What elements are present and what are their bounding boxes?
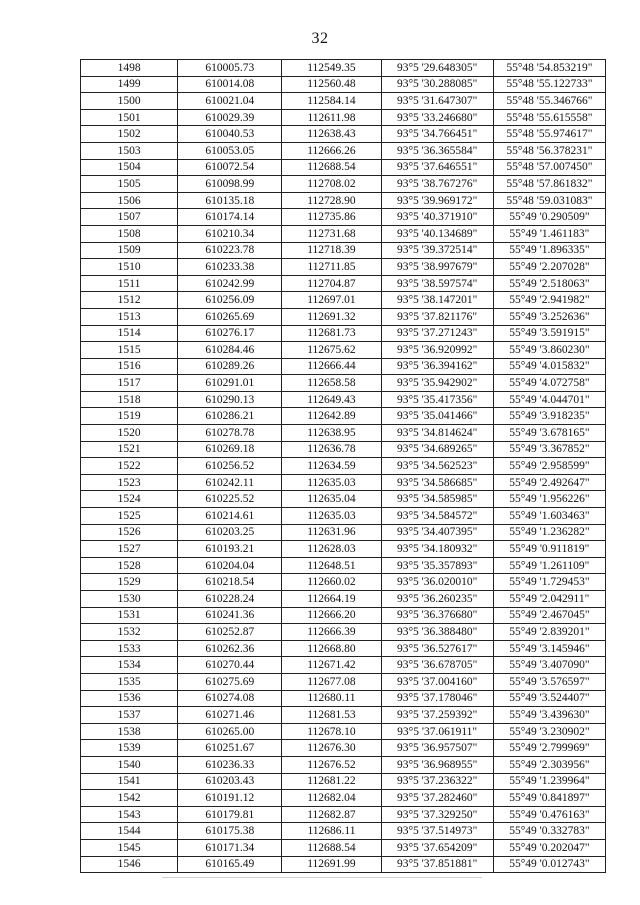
y-coordinate-cell: 112642.89	[282, 408, 381, 425]
x-coordinate-cell: 610072.54	[178, 159, 282, 176]
longitude-cell: 93°5 '36.388480"	[381, 624, 493, 641]
longitude-cell: 93°5 '34.562523"	[381, 458, 493, 475]
point-number-cell: 1543	[81, 806, 178, 823]
latitude-cell: 55°49 '2.492647"	[493, 474, 605, 491]
x-coordinate-cell: 610290.13	[178, 391, 282, 408]
x-coordinate-cell: 610256.09	[178, 292, 282, 309]
x-coordinate-cell: 610276.17	[178, 325, 282, 342]
x-coordinate-cell: 610098.99	[178, 176, 282, 193]
point-number-cell: 1537	[81, 707, 178, 724]
latitude-cell: 55°49 '3.230902"	[493, 723, 605, 740]
latitude-cell: 55°48 '55.974617"	[493, 126, 605, 143]
latitude-cell: 55°49 '0.202047"	[493, 839, 605, 856]
table-row	[81, 342, 606, 359]
table-row	[81, 126, 606, 143]
longitude-cell: 93°5 '36.394162"	[381, 358, 493, 375]
y-coordinate-cell: 112666.44	[282, 358, 381, 375]
point-number-cell: 1532	[81, 624, 178, 641]
longitude-cell: 93°5 '38.147201"	[381, 292, 493, 309]
y-coordinate-cell: 112628.03	[282, 541, 381, 558]
y-coordinate-cell: 112708.02	[282, 176, 381, 193]
table-row	[81, 673, 606, 690]
latitude-cell: 55°49 '1.236282"	[493, 524, 605, 541]
point-number-cell: 1546	[81, 856, 178, 873]
longitude-cell: 93°5 '38.597574"	[381, 275, 493, 292]
table-row	[81, 640, 606, 657]
longitude-cell: 93°5 '37.821176"	[381, 308, 493, 325]
longitude-cell: 93°5 '35.041466"	[381, 408, 493, 425]
table-row	[81, 806, 606, 823]
point-number-cell: 1521	[81, 441, 178, 458]
y-coordinate-cell: 112638.43	[282, 126, 381, 143]
table-row	[81, 358, 606, 375]
x-coordinate-cell: 610014.08	[178, 76, 282, 93]
x-coordinate-cell: 610252.87	[178, 624, 282, 641]
point-number-cell: 1522	[81, 458, 178, 475]
point-number-cell: 1542	[81, 790, 178, 807]
y-coordinate-cell: 112660.02	[282, 574, 381, 591]
point-number-cell: 1511	[81, 275, 178, 292]
y-coordinate-cell: 112636.78	[282, 441, 381, 458]
point-number-cell: 1509	[81, 242, 178, 259]
latitude-cell: 55°49 '0.290509"	[493, 209, 605, 226]
longitude-cell: 93°5 '37.851881"	[381, 856, 493, 873]
table-row	[81, 491, 606, 508]
table-row	[81, 657, 606, 674]
latitude-cell: 55°49 '3.918235"	[493, 408, 605, 425]
table-row	[81, 275, 606, 292]
point-number-cell: 1539	[81, 740, 178, 757]
point-number-cell: 1541	[81, 773, 178, 790]
x-coordinate-cell: 610225.52	[178, 491, 282, 508]
y-coordinate-cell: 112666.39	[282, 624, 381, 641]
y-coordinate-cell: 112704.87	[282, 275, 381, 292]
x-coordinate-cell: 610228.24	[178, 591, 282, 608]
x-coordinate-cell: 610269.18	[178, 441, 282, 458]
table-row	[81, 790, 606, 807]
y-coordinate-cell: 112718.39	[282, 242, 381, 259]
table-row	[81, 541, 606, 558]
y-coordinate-cell: 112664.19	[282, 591, 381, 608]
longitude-cell: 93°5 '37.004160"	[381, 673, 493, 690]
longitude-cell: 93°5 '39.969172"	[381, 192, 493, 209]
point-number-cell: 1524	[81, 491, 178, 508]
table-row	[81, 524, 606, 541]
point-number-cell: 1534	[81, 657, 178, 674]
longitude-cell: 93°5 '37.282460"	[381, 790, 493, 807]
point-number-cell: 1540	[81, 756, 178, 773]
table-row	[81, 375, 606, 392]
latitude-cell: 55°49 '3.860230"	[493, 342, 605, 359]
longitude-cell: 93°5 '34.585985"	[381, 491, 493, 508]
table-row	[81, 93, 606, 110]
longitude-cell: 93°5 '37.061911"	[381, 723, 493, 740]
longitude-cell: 93°5 '37.271243"	[381, 325, 493, 342]
point-number-cell: 1505	[81, 176, 178, 193]
point-number-cell: 1504	[81, 159, 178, 176]
longitude-cell: 93°5 '36.020010"	[381, 574, 493, 591]
longitude-cell: 93°5 '30.288085"	[381, 76, 493, 93]
table-row	[81, 690, 606, 707]
latitude-cell: 55°48 '55.346766"	[493, 93, 605, 110]
longitude-cell: 93°5 '37.646551"	[381, 159, 493, 176]
longitude-cell: 93°5 '35.417356"	[381, 391, 493, 408]
point-number-cell: 1512	[81, 292, 178, 309]
y-coordinate-cell: 112682.87	[282, 806, 381, 823]
y-coordinate-cell: 112681.73	[282, 325, 381, 342]
latitude-cell: 55°49 '2.207028"	[493, 259, 605, 276]
latitude-cell: 55°49 '4.044701"	[493, 391, 605, 408]
point-number-cell: 1536	[81, 690, 178, 707]
latitude-cell: 55°49 '3.576597"	[493, 673, 605, 690]
x-coordinate-cell: 610214.61	[178, 508, 282, 525]
y-coordinate-cell: 112691.99	[282, 856, 381, 873]
point-number-cell: 1519	[81, 408, 178, 425]
point-number-cell: 1499	[81, 76, 178, 93]
x-coordinate-cell: 610203.43	[178, 773, 282, 790]
longitude-cell: 93°5 '37.514973"	[381, 823, 493, 840]
x-coordinate-cell: 610251.67	[178, 740, 282, 757]
table-row	[81, 591, 606, 608]
x-coordinate-cell: 610029.39	[178, 109, 282, 126]
latitude-cell: 55°49 '0.841897"	[493, 790, 605, 807]
coordinates-table	[80, 59, 606, 873]
latitude-cell: 55°49 '4.015832"	[493, 358, 605, 375]
longitude-cell: 93°5 '36.260235"	[381, 591, 493, 608]
x-coordinate-cell: 610165.49	[178, 856, 282, 873]
table-row	[81, 740, 606, 757]
x-coordinate-cell: 610204.04	[178, 557, 282, 574]
point-number-cell: 1518	[81, 391, 178, 408]
latitude-cell: 55°48 '59.031083"	[493, 192, 605, 209]
y-coordinate-cell: 112682.04	[282, 790, 381, 807]
table-row	[81, 607, 606, 624]
y-coordinate-cell: 112549.35	[282, 60, 381, 77]
point-number-cell: 1538	[81, 723, 178, 740]
point-number-cell: 1514	[81, 325, 178, 342]
longitude-cell: 93°5 '40.371910"	[381, 209, 493, 226]
point-number-cell: 1544	[81, 823, 178, 840]
y-coordinate-cell: 112681.53	[282, 707, 381, 724]
latitude-cell: 55°49 '2.467045"	[493, 607, 605, 624]
y-coordinate-cell: 112686.11	[282, 823, 381, 840]
point-number-cell: 1526	[81, 524, 178, 541]
latitude-cell: 55°49 '1.729453"	[493, 574, 605, 591]
x-coordinate-cell: 610218.54	[178, 574, 282, 591]
latitude-cell: 55°49 '3.145946"	[493, 640, 605, 657]
longitude-cell: 93°5 '36.365584"	[381, 142, 493, 159]
x-coordinate-cell: 610191.12	[178, 790, 282, 807]
longitude-cell: 93°5 '33.246680"	[381, 109, 493, 126]
latitude-cell: 55°49 '3.591915"	[493, 325, 605, 342]
latitude-cell: 55°49 '2.518063"	[493, 275, 605, 292]
latitude-cell: 55°49 '0.476163"	[493, 806, 605, 823]
x-coordinate-cell: 610005.73	[178, 60, 282, 77]
longitude-cell: 93°5 '37.236322"	[381, 773, 493, 790]
latitude-cell: 55°49 '1.956226"	[493, 491, 605, 508]
latitude-cell: 55°48 '57.007450"	[493, 159, 605, 176]
x-coordinate-cell: 610175.38	[178, 823, 282, 840]
longitude-cell: 93°5 '38.767276"	[381, 176, 493, 193]
latitude-cell: 55°48 '55.122733"	[493, 76, 605, 93]
point-number-cell: 1523	[81, 474, 178, 491]
longitude-cell: 93°5 '34.180932"	[381, 541, 493, 558]
longitude-cell: 93°5 '36.957507"	[381, 740, 493, 757]
table-row	[81, 176, 606, 193]
table-row	[81, 823, 606, 840]
x-coordinate-cell: 610021.04	[178, 93, 282, 110]
point-number-cell: 1528	[81, 557, 178, 574]
x-coordinate-cell: 610286.21	[178, 408, 282, 425]
point-number-cell: 1520	[81, 425, 178, 442]
latitude-cell: 55°49 '2.941982"	[493, 292, 605, 309]
point-number-cell: 1530	[81, 591, 178, 608]
table-row	[81, 292, 606, 309]
point-number-cell: 1531	[81, 607, 178, 624]
x-coordinate-cell: 610242.99	[178, 275, 282, 292]
latitude-cell: 55°49 '1.239964"	[493, 773, 605, 790]
table-row	[81, 756, 606, 773]
y-coordinate-cell: 112648.51	[282, 557, 381, 574]
y-coordinate-cell: 112675.62	[282, 342, 381, 359]
latitude-cell: 55°49 '2.303956"	[493, 756, 605, 773]
point-number-cell: 1545	[81, 839, 178, 856]
point-number-cell: 1508	[81, 225, 178, 242]
y-coordinate-cell: 112634.59	[282, 458, 381, 475]
table-row	[81, 856, 606, 873]
longitude-cell: 93°5 '29.648305"	[381, 60, 493, 77]
table-row	[81, 508, 606, 525]
latitude-cell: 55°49 '1.603463"	[493, 508, 605, 525]
longitude-cell: 93°5 '34.407395"	[381, 524, 493, 541]
y-coordinate-cell: 112697.01	[282, 292, 381, 309]
table-row	[81, 474, 606, 491]
longitude-cell: 93°5 '34.689265"	[381, 441, 493, 458]
y-coordinate-cell: 112666.26	[282, 142, 381, 159]
latitude-cell: 55°49 '0.332783"	[493, 823, 605, 840]
x-coordinate-cell: 610262.36	[178, 640, 282, 657]
longitude-cell: 93°5 '34.586685"	[381, 474, 493, 491]
longitude-cell: 93°5 '35.942902"	[381, 375, 493, 392]
table-row	[81, 225, 606, 242]
latitude-cell: 55°49 '3.367852"	[493, 441, 605, 458]
latitude-cell: 55°48 '54.853219"	[493, 60, 605, 77]
y-coordinate-cell: 112677.08	[282, 673, 381, 690]
point-number-cell: 1516	[81, 358, 178, 375]
table-row	[81, 839, 606, 856]
longitude-cell: 93°5 '36.678705"	[381, 657, 493, 674]
table-row	[81, 391, 606, 408]
table-row	[81, 159, 606, 176]
latitude-cell: 55°48 '57.861832"	[493, 176, 605, 193]
table-row	[81, 557, 606, 574]
y-coordinate-cell: 112680.11	[282, 690, 381, 707]
longitude-cell: 93°5 '36.920992"	[381, 342, 493, 359]
latitude-cell: 55°49 '1.261109"	[493, 557, 605, 574]
y-coordinate-cell: 112691.32	[282, 308, 381, 325]
table-row	[81, 242, 606, 259]
x-coordinate-cell: 610265.69	[178, 308, 282, 325]
point-number-cell: 1498	[81, 60, 178, 77]
x-coordinate-cell: 610291.01	[178, 375, 282, 392]
page-number: 32	[311, 30, 329, 47]
table-row	[81, 209, 606, 226]
point-number-cell: 1503	[81, 142, 178, 159]
latitude-cell: 55°49 '3.407090"	[493, 657, 605, 674]
x-coordinate-cell: 610284.46	[178, 342, 282, 359]
latitude-cell: 55°49 '3.678165"	[493, 425, 605, 442]
latitude-cell: 55°49 '0.911819"	[493, 541, 605, 558]
y-coordinate-cell: 112711.85	[282, 259, 381, 276]
longitude-cell: 93°5 '34.584572"	[381, 508, 493, 525]
latitude-cell: 55°48 '55.615558"	[493, 109, 605, 126]
x-coordinate-cell: 610193.21	[178, 541, 282, 558]
longitude-cell: 93°5 '40.134689"	[381, 225, 493, 242]
longitude-cell: 93°5 '36.527617"	[381, 640, 493, 657]
x-coordinate-cell: 610289.26	[178, 358, 282, 375]
point-number-cell: 1529	[81, 574, 178, 591]
point-number-cell: 1525	[81, 508, 178, 525]
x-coordinate-cell: 610278.78	[178, 425, 282, 442]
latitude-cell: 55°49 '3.439630"	[493, 707, 605, 724]
y-coordinate-cell: 112668.80	[282, 640, 381, 657]
x-coordinate-cell: 610135.18	[178, 192, 282, 209]
bottom-rule	[162, 877, 482, 878]
x-coordinate-cell: 610242.11	[178, 474, 282, 491]
longitude-cell: 93°5 '37.259392"	[381, 707, 493, 724]
latitude-cell: 55°49 '4.072758"	[493, 375, 605, 392]
y-coordinate-cell: 112678.10	[282, 723, 381, 740]
longitude-cell: 93°5 '36.376680"	[381, 607, 493, 624]
x-coordinate-cell: 610174.14	[178, 209, 282, 226]
point-number-cell: 1517	[81, 375, 178, 392]
table-row	[81, 458, 606, 475]
table-row	[81, 707, 606, 724]
table-row	[81, 259, 606, 276]
point-number-cell: 1502	[81, 126, 178, 143]
table-row	[81, 425, 606, 442]
longitude-cell: 93°5 '37.654209"	[381, 839, 493, 856]
y-coordinate-cell: 112676.30	[282, 740, 381, 757]
x-coordinate-cell: 610171.34	[178, 839, 282, 856]
table-row	[81, 723, 606, 740]
point-number-cell: 1507	[81, 209, 178, 226]
point-number-cell: 1506	[81, 192, 178, 209]
x-coordinate-cell: 610236.33	[178, 756, 282, 773]
x-coordinate-cell: 610270.44	[178, 657, 282, 674]
table-row	[81, 192, 606, 209]
longitude-cell: 93°5 '35.357893"	[381, 557, 493, 574]
point-number-cell: 1510	[81, 259, 178, 276]
point-number-cell: 1535	[81, 673, 178, 690]
table-row	[81, 60, 606, 77]
latitude-cell: 55°49 '2.042911"	[493, 591, 605, 608]
x-coordinate-cell: 610241.36	[178, 607, 282, 624]
x-coordinate-cell: 610274.08	[178, 690, 282, 707]
y-coordinate-cell: 112671.42	[282, 657, 381, 674]
latitude-cell: 55°48 '56.378231"	[493, 142, 605, 159]
table-row	[81, 76, 606, 93]
latitude-cell: 55°49 '3.252636"	[493, 308, 605, 325]
x-coordinate-cell: 610040.53	[178, 126, 282, 143]
longitude-cell: 93°5 '34.814624"	[381, 425, 493, 442]
x-coordinate-cell: 610275.69	[178, 673, 282, 690]
longitude-cell: 93°5 '34.766451"	[381, 126, 493, 143]
table-row	[81, 325, 606, 342]
table-row	[81, 408, 606, 425]
y-coordinate-cell: 112688.54	[282, 839, 381, 856]
y-coordinate-cell: 112688.54	[282, 159, 381, 176]
y-coordinate-cell: 112735.86	[282, 209, 381, 226]
coordinates-table-body	[81, 60, 606, 873]
point-number-cell: 1501	[81, 109, 178, 126]
latitude-cell: 55°49 '2.839201"	[493, 624, 605, 641]
y-coordinate-cell: 112584.14	[282, 93, 381, 110]
y-coordinate-cell: 112728.90	[282, 192, 381, 209]
x-coordinate-cell: 610223.78	[178, 242, 282, 259]
y-coordinate-cell: 112635.03	[282, 474, 381, 491]
latitude-cell: 55°49 '2.799969"	[493, 740, 605, 757]
table-row	[81, 574, 606, 591]
x-coordinate-cell: 610256.52	[178, 458, 282, 475]
table-row	[81, 441, 606, 458]
latitude-cell: 55°49 '0.012743"	[493, 856, 605, 873]
y-coordinate-cell: 112638.95	[282, 425, 381, 442]
y-coordinate-cell: 112635.04	[282, 491, 381, 508]
y-coordinate-cell: 112681.22	[282, 773, 381, 790]
y-coordinate-cell: 112560.48	[282, 76, 381, 93]
latitude-cell: 55°49 '2.958599"	[493, 458, 605, 475]
longitude-cell: 93°5 '37.329250"	[381, 806, 493, 823]
y-coordinate-cell: 112631.96	[282, 524, 381, 541]
x-coordinate-cell: 610233.38	[178, 259, 282, 276]
table-row	[81, 624, 606, 641]
x-coordinate-cell: 610203.25	[178, 524, 282, 541]
y-coordinate-cell: 112611.98	[282, 109, 381, 126]
x-coordinate-cell: 610265.00	[178, 723, 282, 740]
table-row	[81, 109, 606, 126]
longitude-cell: 93°5 '39.372514"	[381, 242, 493, 259]
latitude-cell: 55°49 '1.461183"	[493, 225, 605, 242]
x-coordinate-cell: 610271.46	[178, 707, 282, 724]
point-number-cell: 1515	[81, 342, 178, 359]
y-coordinate-cell: 112649.43	[282, 391, 381, 408]
y-coordinate-cell: 112666.20	[282, 607, 381, 624]
latitude-cell: 55°49 '3.524407"	[493, 690, 605, 707]
y-coordinate-cell: 112731.68	[282, 225, 381, 242]
x-coordinate-cell: 610053.05	[178, 142, 282, 159]
table-row	[81, 308, 606, 325]
point-number-cell: 1500	[81, 93, 178, 110]
point-number-cell: 1527	[81, 541, 178, 558]
y-coordinate-cell: 112635.03	[282, 508, 381, 525]
x-coordinate-cell: 610210.34	[178, 225, 282, 242]
longitude-cell: 93°5 '31.647307"	[381, 93, 493, 110]
y-coordinate-cell: 112676.52	[282, 756, 381, 773]
longitude-cell: 93°5 '38.997679"	[381, 259, 493, 276]
table-row	[81, 773, 606, 790]
table-row	[81, 142, 606, 159]
longitude-cell: 93°5 '37.178046"	[381, 690, 493, 707]
point-number-cell: 1533	[81, 640, 178, 657]
latitude-cell: 55°49 '1.896335"	[493, 242, 605, 259]
longitude-cell: 93°5 '36.968955"	[381, 756, 493, 773]
point-number-cell: 1513	[81, 308, 178, 325]
x-coordinate-cell: 610179.81	[178, 806, 282, 823]
y-coordinate-cell: 112658.58	[282, 375, 381, 392]
